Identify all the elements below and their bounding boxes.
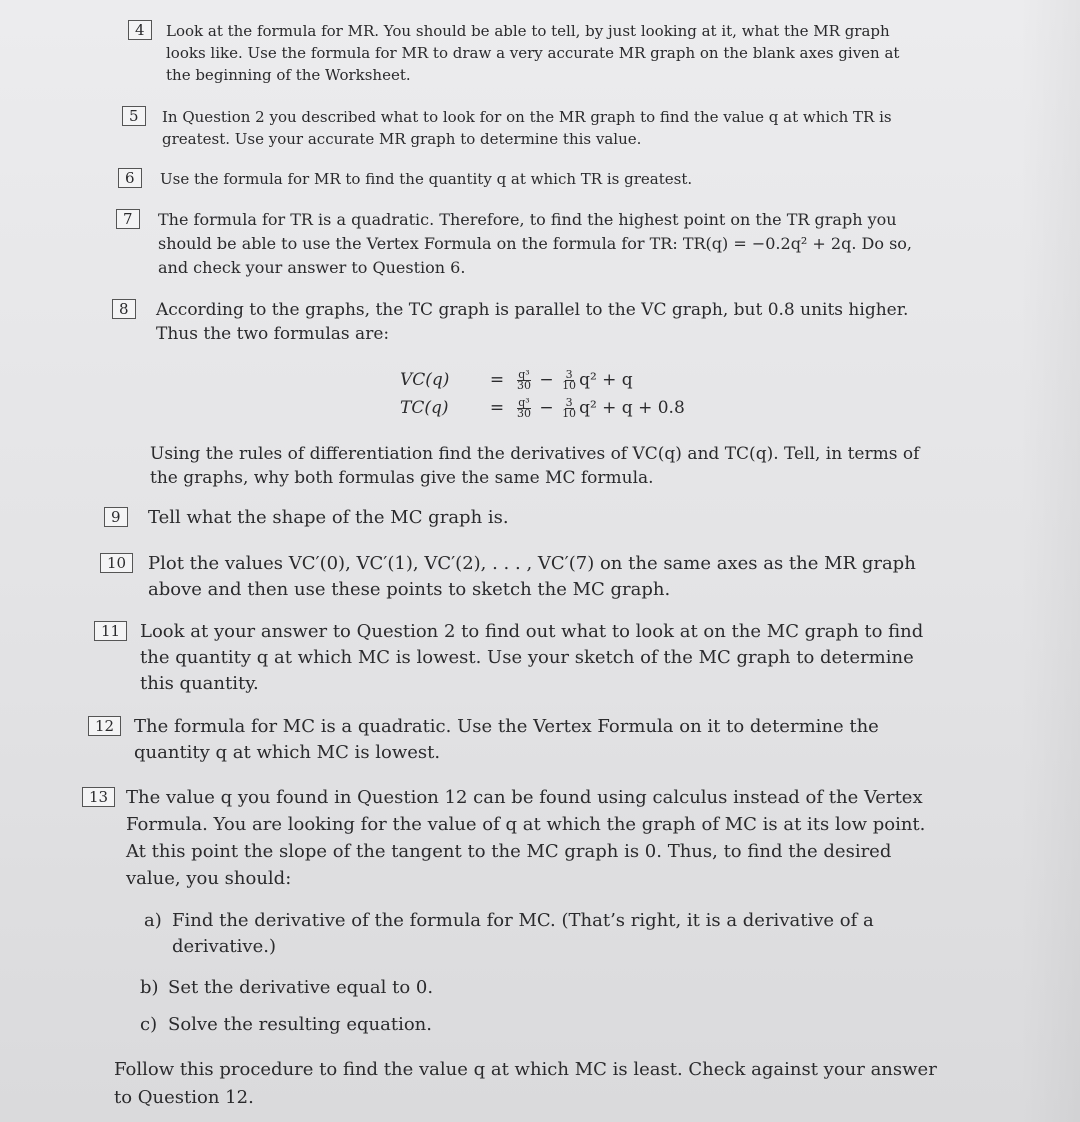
step-label: b) xyxy=(140,977,159,998)
question-number: 11 xyxy=(94,619,135,645)
question-8-continued xyxy=(150,442,930,490)
question-number: 10 xyxy=(100,551,141,577)
step-text: Solve the resulting equation. xyxy=(168,1014,432,1035)
page-shadow xyxy=(1020,0,1080,1122)
question-number: 7 xyxy=(116,208,148,232)
question-text: Look at the formula for MR. You should be able to tell, by just looking at it, what the MR graph looks like. Use the formula for MR to draw a very accurate MR graph on the blank axes given at the beginning of the Worksheet. xyxy=(166,22,900,84)
question-text: Use the formula for MR to find the quantity q at which TR is greatest. xyxy=(160,170,693,188)
question-13 xyxy=(82,784,932,892)
question-text: The formula for MC is a quadratic. Use the Vertex Formula on it to determine the quantity q at which MC is lowest. xyxy=(134,716,879,763)
step-c xyxy=(140,1012,930,1038)
question-7 xyxy=(116,208,916,280)
question-text: According to the graphs, the TC graph is parallel to the VC graph, but 0.8 units higher. Thus the two formulas are: xyxy=(156,300,909,344)
formula-block xyxy=(400,366,685,422)
question-number: 6 xyxy=(118,168,150,190)
question-text: Look at your answer to Question 2 to find out what to look at on the MC graph to find the quantity q at which MC is lowest. Use your sketch of the MC graph to determine this quantity. xyxy=(140,621,924,694)
question-9 xyxy=(104,506,924,530)
question-6 xyxy=(118,168,918,190)
step-b xyxy=(140,975,930,1001)
question-4 xyxy=(128,20,918,86)
question-text: Using the rules of differentiation find the derivatives of VC(q) and TC(q). Tell, in terms of the graphs, why both formulas give the same MC formula. xyxy=(150,444,920,488)
question-text: The formula for TR is a quadratic. Therefore, to find the highest point on the TR graph you should be able to use the Vertex Formula on the formula for TR: TR(q) = −0.2q² + 2q. Do so, and check your answer to Question 6. xyxy=(158,210,912,277)
vc-formula: VC(q) = $\frac{\text{q³}}{30}$ − $\frac{3}{10}$ q² + q xyxy=(400,368,633,392)
question-12 xyxy=(88,714,928,766)
step-text: Find the derivative of the formula for MC. (That’s right, it is a derivative of a derivative.) xyxy=(172,910,874,957)
question-11 xyxy=(94,619,930,697)
step-text: Set the derivative equal to 0. xyxy=(168,977,434,998)
question-8 xyxy=(112,298,922,346)
tc-formula: TC(q) = $\frac{\text{q³}}{30}$ − $\frac{3}{10}$ q² + q + 0.8 xyxy=(400,396,685,420)
question-number: 5 xyxy=(122,106,154,128)
question-text: In Question 2 you described what to look for on the MR graph to find the value q at which TR is greatest. Use your accurate MR graph to determine this value. xyxy=(162,108,892,148)
question-text: Tell what the shape of the MC graph is. xyxy=(148,507,509,528)
step-label: c) xyxy=(140,1014,158,1035)
question-number: 4 xyxy=(128,20,160,42)
question-text: The value q you found in Question 12 can be found using calculus instead of the Vertex Formula. You are looking for the value of q at which the graph of MC is at its low point. At this point the slope of the tangent to the MC graph is 0. Thus, to find the desired value, you should: xyxy=(126,787,926,889)
step-label: a) xyxy=(144,910,162,931)
question-number: 12 xyxy=(88,714,129,740)
question-number: 8 xyxy=(112,298,144,322)
question-number: 13 xyxy=(82,784,123,811)
step-a xyxy=(144,908,934,960)
question-5 xyxy=(122,106,922,150)
closing-instruction: Follow this procedure to find the value q at which MC is least. Check against your answer to Question 12. xyxy=(114,1059,937,1108)
question-10 xyxy=(100,551,928,603)
question-number: 9 xyxy=(104,506,136,530)
question-text: Plot the values VC′(0), VC′(1), VC′(2), . . . , VC′(7) on the same axes as the MR graph above and then use these points to sketch the MC graph. xyxy=(148,553,916,600)
